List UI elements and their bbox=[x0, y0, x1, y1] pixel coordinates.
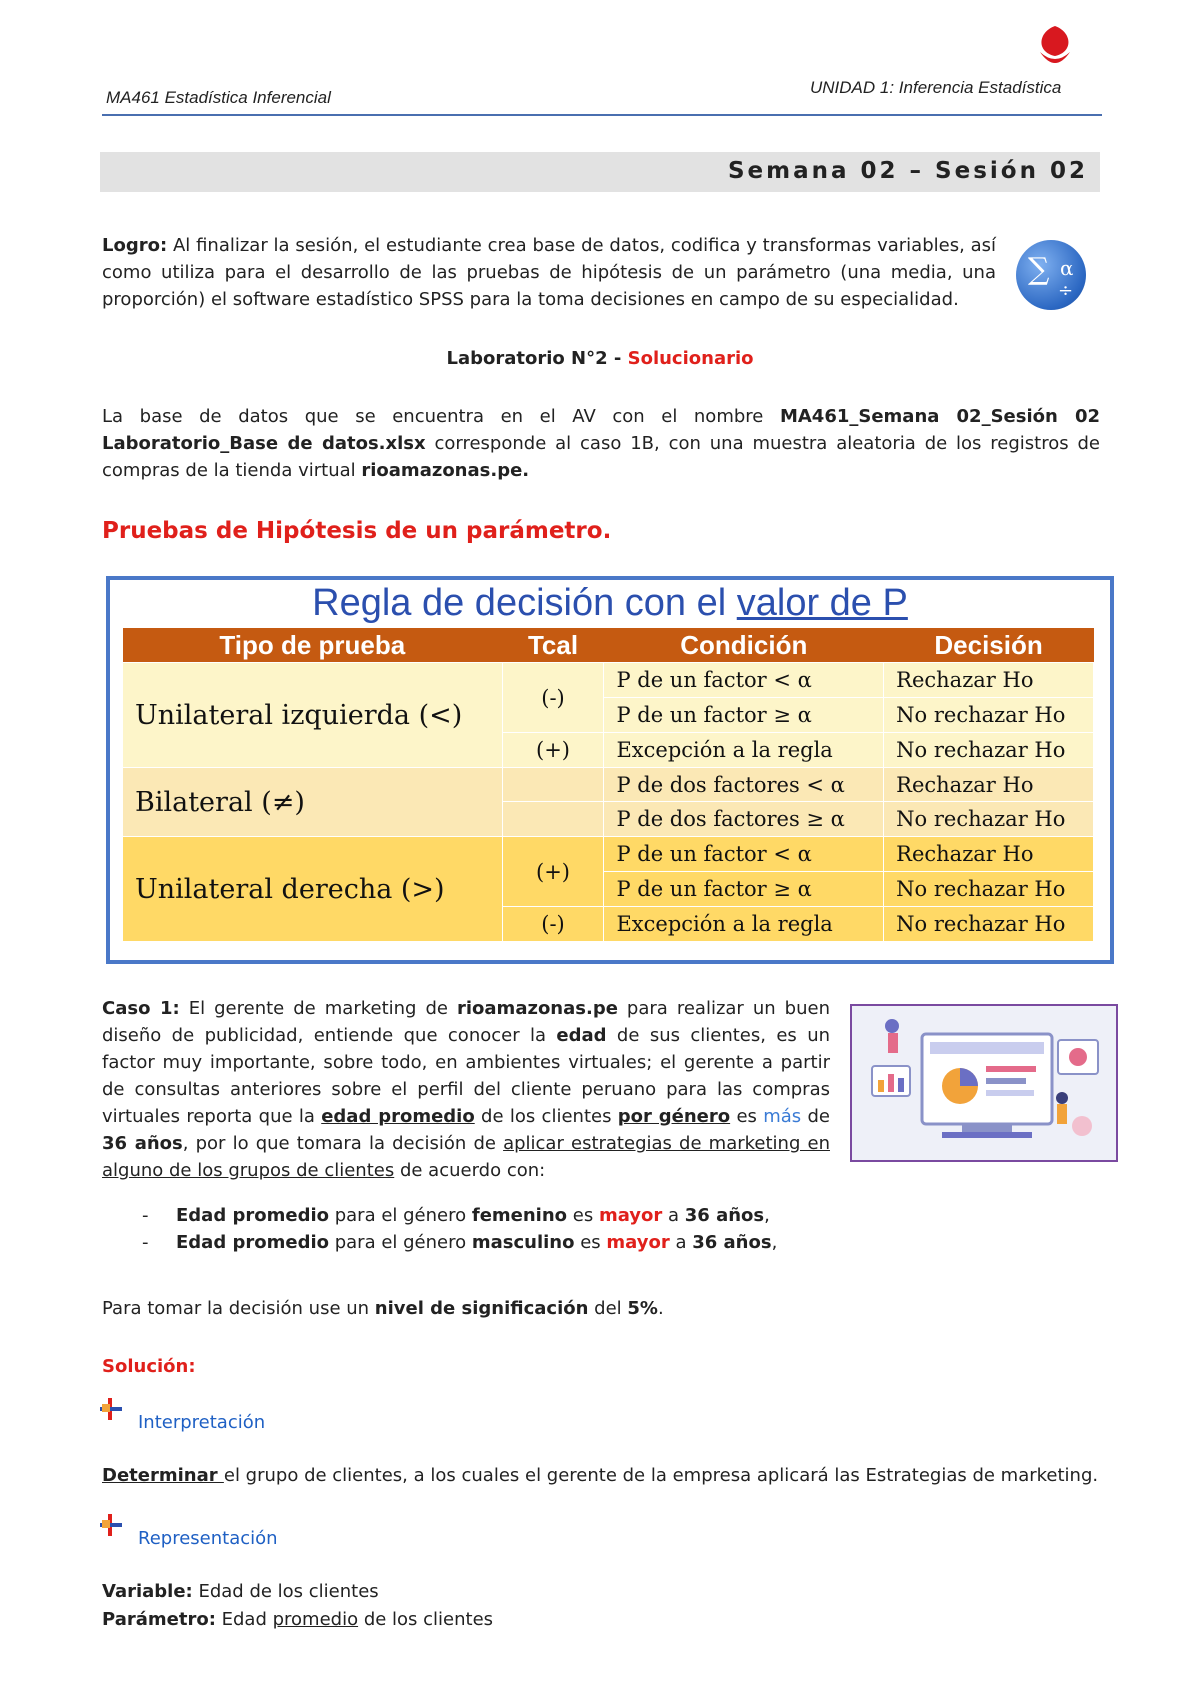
caso-text: , por lo que tomara la decisión de bbox=[182, 1133, 504, 1154]
variable-label: Variable: bbox=[102, 1581, 193, 1602]
caso-bold: 36 años bbox=[102, 1133, 183, 1154]
cell-decision: Rechazar Ho bbox=[884, 768, 1094, 802]
cell-condition: P de dos factores ≥ α bbox=[604, 802, 884, 837]
cell-tcal: (+) bbox=[502, 837, 604, 907]
cell-decision: No rechazar Ho bbox=[884, 698, 1094, 733]
caso-label: Caso 1: bbox=[102, 998, 180, 1019]
cell-decision: No rechazar Ho bbox=[884, 907, 1094, 942]
cell-condition: Excepción a la regla bbox=[604, 733, 884, 768]
cell-bilateral: Bilateral (≠) bbox=[123, 768, 503, 837]
caso-text: para realizar un buen diseño de publicidad, entiende que conocer la bbox=[102, 998, 830, 1046]
cell-condition: P de dos factores < α bbox=[604, 768, 884, 802]
cell-condition: Excepción a la regla bbox=[604, 907, 884, 942]
unit-header: UNIDAD 1: Inferencia Estadística bbox=[810, 78, 1062, 97]
parametro-label: Parámetro: bbox=[102, 1609, 216, 1630]
bullet-text: a bbox=[662, 1205, 685, 1226]
caso-bold-underline: por género bbox=[617, 1106, 731, 1127]
section-title: Pruebas de Hipótesis de un parámetro. bbox=[102, 518, 612, 544]
logro-label: Logro: bbox=[102, 235, 168, 256]
interpretacion-text: el grupo de clientes, a los cuales el gerente de la empresa aplicará las Estrategias de marketing. bbox=[223, 1465, 1099, 1486]
cell-decision: No rechazar Ho bbox=[884, 802, 1094, 837]
caso-text: El gerente de marketing de bbox=[179, 998, 457, 1019]
bullet-bold: femenino bbox=[471, 1205, 568, 1226]
lab-title-main: Laboratorio N°2 - bbox=[446, 348, 628, 369]
caso-bold: edad bbox=[556, 1025, 607, 1046]
logro-paragraph bbox=[102, 232, 996, 313]
bullet-text: es bbox=[567, 1205, 599, 1226]
cell-tcal: (+) bbox=[502, 733, 604, 768]
decision-text: Para tomar la decisión use un bbox=[102, 1298, 375, 1319]
cell-tcal: (-) bbox=[502, 663, 604, 733]
caso-text: de bbox=[801, 1106, 830, 1127]
bullet-bold: Edad promedio bbox=[176, 1205, 329, 1226]
cell-tcal: (-) bbox=[502, 907, 604, 942]
rule-title-b: valor de P bbox=[736, 582, 908, 624]
marketing-illustration bbox=[850, 1004, 1118, 1162]
caso-mas: más bbox=[763, 1106, 802, 1127]
cell-decision: Rechazar Ho bbox=[884, 837, 1094, 872]
bullet-mayor: mayor bbox=[598, 1205, 663, 1226]
representacion-title: Representación bbox=[138, 1528, 278, 1549]
parametro-text: de los clientes bbox=[358, 1609, 494, 1630]
bullet-text: a bbox=[669, 1232, 693, 1253]
intro-paragraph bbox=[102, 403, 1100, 484]
intro-text: La base de datos que se encuentra en el AV con el nombre bbox=[102, 406, 780, 427]
header-rule bbox=[102, 114, 1102, 116]
bullet-mayor: mayor bbox=[606, 1232, 670, 1253]
rule-title-a: Regla de decisión con el bbox=[312, 582, 737, 624]
bullet-text: es bbox=[574, 1232, 607, 1253]
bullet-text: para el género bbox=[329, 1232, 472, 1253]
caso-paragraph bbox=[102, 995, 830, 1184]
bullet-bold: Edad promedio bbox=[176, 1232, 329, 1253]
dataset-filename: MA461_Semana 02_Sesión 02 Laboratorio_Base de datos.xlsx bbox=[102, 406, 1100, 454]
store-name: rioamazonas.pe. bbox=[361, 460, 530, 481]
cell-decision: No rechazar Ho bbox=[884, 733, 1094, 768]
cell-decision: Rechazar Ho bbox=[884, 663, 1094, 698]
bullet-bold: masculino bbox=[471, 1232, 575, 1253]
pin-icon bbox=[98, 1396, 124, 1422]
cell-condition: P de un factor ≥ α bbox=[604, 698, 884, 733]
interpretacion-paragraph bbox=[102, 1462, 1098, 1489]
caso-bold-underline: edad promedio bbox=[321, 1106, 475, 1127]
parametro-line bbox=[102, 1606, 493, 1633]
bullet-text: , bbox=[764, 1205, 770, 1226]
intro-text: corresponde al caso 1B, con una muestra aleatoria de los registros de compras de la tienda virtual bbox=[102, 433, 1100, 481]
decision-rule-table bbox=[122, 628, 1094, 942]
header-tcal: Tcal bbox=[502, 628, 604, 663]
decision-bold: 5% bbox=[627, 1298, 658, 1319]
cell-tcal-empty bbox=[502, 768, 604, 802]
caso-bold: rioamazonas.pe bbox=[457, 998, 618, 1019]
caso-underline: aplicar estrategias de marketing en alguno de los grupos de clientes bbox=[102, 1133, 830, 1181]
cell-condition: P de un factor ≥ α bbox=[604, 872, 884, 907]
university-logo bbox=[1030, 22, 1080, 74]
header-decision: Decisión bbox=[884, 628, 1094, 663]
header-condicion: Condición bbox=[604, 628, 884, 663]
decision-text: . bbox=[657, 1298, 664, 1319]
decision-bold: nivel de significación bbox=[374, 1298, 589, 1319]
bullet-bold: 36 años bbox=[684, 1205, 765, 1226]
variable-line bbox=[102, 1578, 379, 1605]
bullet-bold: 36 años bbox=[692, 1232, 772, 1253]
cell-decision: No rechazar Ho bbox=[884, 872, 1094, 907]
cell-unilateral-derecha: Unilateral derecha (>) bbox=[123, 837, 503, 942]
parametro-text: Edad bbox=[215, 1609, 273, 1630]
caso-text: de los clientes bbox=[474, 1106, 618, 1127]
determinar-word: Determinar bbox=[102, 1465, 224, 1486]
cell-condition: P de un factor < α bbox=[604, 663, 884, 698]
header-tipo: Tipo de prueba bbox=[123, 628, 503, 663]
cell-unilateral-izquierda: Unilateral izquierda (<) bbox=[123, 663, 503, 768]
logro-text: Al finalizar la sesión, el estudiante crea base de datos, codifica y transformas variables, así como utiliza para el desarrollo de las pruebas de hipótesis de un parámetro (una media, una proporción) el software estadístico SPSS para la toma decisiones en campo de su especialidad. bbox=[102, 235, 996, 310]
bullet-text: , bbox=[771, 1232, 778, 1253]
decision-line bbox=[102, 1295, 664, 1322]
parametro-underline: promedio bbox=[272, 1609, 359, 1630]
pin-icon bbox=[98, 1512, 124, 1538]
spss-sigma-icon: ∑ α ÷ bbox=[1016, 240, 1086, 310]
bullet-text: para el género bbox=[329, 1205, 472, 1226]
lab-title-accent: Solucionario bbox=[627, 348, 754, 369]
lab-title bbox=[0, 345, 1200, 372]
solucion-label: Solución: bbox=[102, 1356, 196, 1377]
cell-tcal-empty bbox=[502, 802, 604, 837]
caso-text: de sus clientes, es un factor muy importante, sobre todo, en ambientes virtuales; el gerente a partir de consultas anteriores sobre el perfil del cliente peruano para las compras virtuales reporta que la bbox=[102, 1025, 831, 1127]
interpretacion-title: Interpretación bbox=[138, 1412, 266, 1433]
week-title: Semana 02 – Sesión 02 bbox=[727, 158, 1088, 184]
caso-text: de acuerdo con: bbox=[394, 1160, 546, 1181]
decision-rule-title bbox=[106, 582, 1114, 625]
cell-condition: P de un factor < α bbox=[604, 837, 884, 872]
course-header: MA461 Estadística Inferencial bbox=[106, 88, 331, 107]
decision-text: del bbox=[588, 1298, 628, 1319]
variable-text: Edad de los clientes bbox=[192, 1581, 379, 1602]
caso-text: es bbox=[730, 1106, 764, 1127]
